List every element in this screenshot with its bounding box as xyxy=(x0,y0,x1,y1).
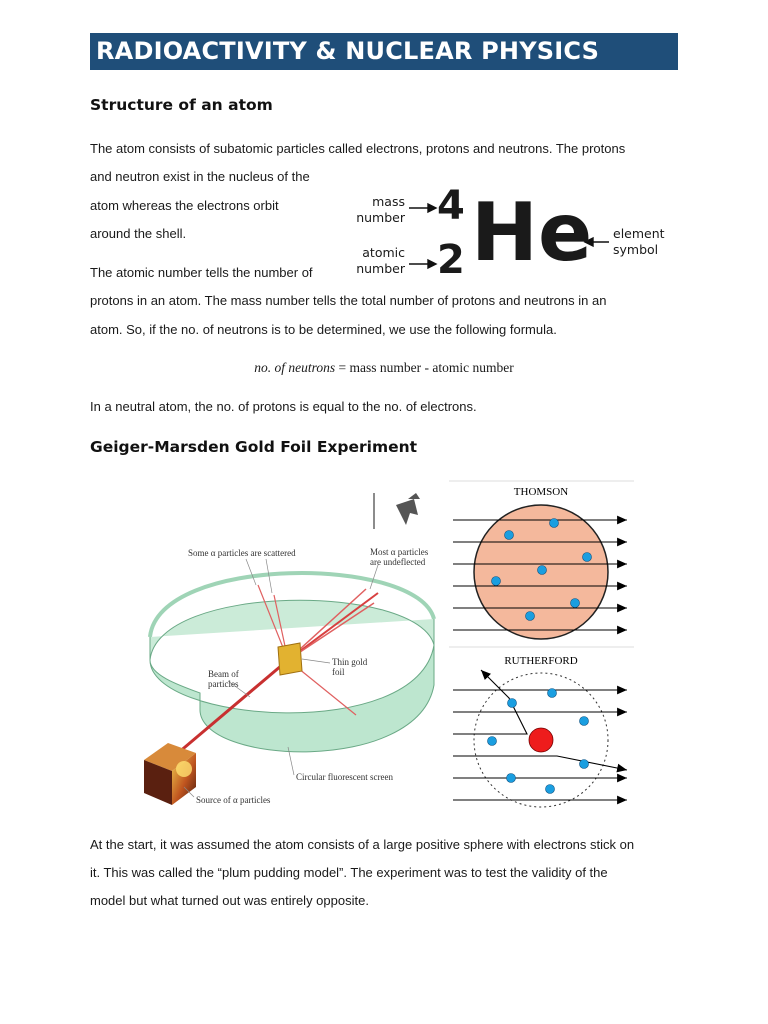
atom-models-diagram xyxy=(449,480,634,815)
alpha-source-box xyxy=(144,743,196,805)
formula-equals: = xyxy=(338,360,347,375)
paragraph-line: The atomic number tells the number of xyxy=(90,265,313,280)
neutron-formula xyxy=(0,360,768,376)
page-title-banner: RADIOACTIVITY & NUCLEAR PHYSICS xyxy=(90,33,678,70)
heading-structure-of-atom: Structure of an atom xyxy=(90,96,273,114)
element-symbol-label xyxy=(613,226,665,258)
paragraph-line: and neutron exist in the nucleus of the xyxy=(90,169,310,184)
mass-number-value: 4 xyxy=(437,183,465,229)
paragraph-line: protons in an atom. The mass number tells the total number of protons and neutrons in an xyxy=(90,293,607,308)
label-beam-2: particles xyxy=(208,679,239,689)
rutherford-nucleus xyxy=(529,728,553,752)
atomic-label-line: number xyxy=(356,261,405,276)
paragraph-line: model but what turned out was entirely opposite. xyxy=(90,893,369,908)
rocket-logo-icon xyxy=(396,493,420,525)
label-thin-gold-1: Thin gold xyxy=(332,657,368,667)
label-scattered: Some α particles are scattered xyxy=(188,548,296,558)
element-symbol-value: He xyxy=(471,186,593,279)
paragraph-line: In a neutral atom, the no. of protons is equal to the no. of electrons. xyxy=(90,399,477,414)
paragraph-line: At the start, it was assumed the atom consists of a large positive sphere with electrons stick on xyxy=(90,837,635,852)
atomic-number-value: 2 xyxy=(437,237,465,283)
paragraph-line: it. This was called the “plum pudding model”. The experiment was to test the validity of the xyxy=(90,865,608,880)
thomson-label: THOMSON xyxy=(513,486,569,498)
rutherford-label: RUTHERFORD xyxy=(504,655,578,667)
label-thin-gold-2: foil xyxy=(332,667,345,677)
gold-foil-apparatus-diagram xyxy=(138,485,438,815)
label-beam-1: Beam of xyxy=(208,669,239,679)
label-source: Source of α particles xyxy=(196,795,271,805)
paragraph-line: atom. So, if the no. of neutrons is to be determined, we use the following formula. xyxy=(90,322,557,337)
atomic-label-line: atomic xyxy=(362,245,405,260)
gold-foil xyxy=(278,643,302,675)
element-label-line: symbol xyxy=(613,242,659,257)
formula-rhs: mass number - atomic number xyxy=(349,360,514,375)
mass-label-line: number xyxy=(356,210,405,225)
label-screen: Circular fluorescent screen xyxy=(296,772,393,782)
label-undeflected-1: Most α particles xyxy=(370,547,429,557)
formula-lhs: no. of neutrons xyxy=(254,360,336,375)
mass-label-line: mass xyxy=(372,194,405,209)
paragraph-line: atom whereas the electrons orbit xyxy=(90,198,279,213)
paragraph-line: The atom consists of subatomic particles called electrons, protons and neutrons. The protons xyxy=(90,141,626,156)
label-undeflected-2: are undeflected xyxy=(370,557,426,567)
element-label-line: element xyxy=(613,226,665,241)
heading-gold-foil-experiment: Geiger-Marsden Gold Foil Experiment xyxy=(90,438,418,456)
paragraph-line: around the shell. xyxy=(90,226,187,241)
atomic-notation-figure xyxy=(335,182,675,286)
